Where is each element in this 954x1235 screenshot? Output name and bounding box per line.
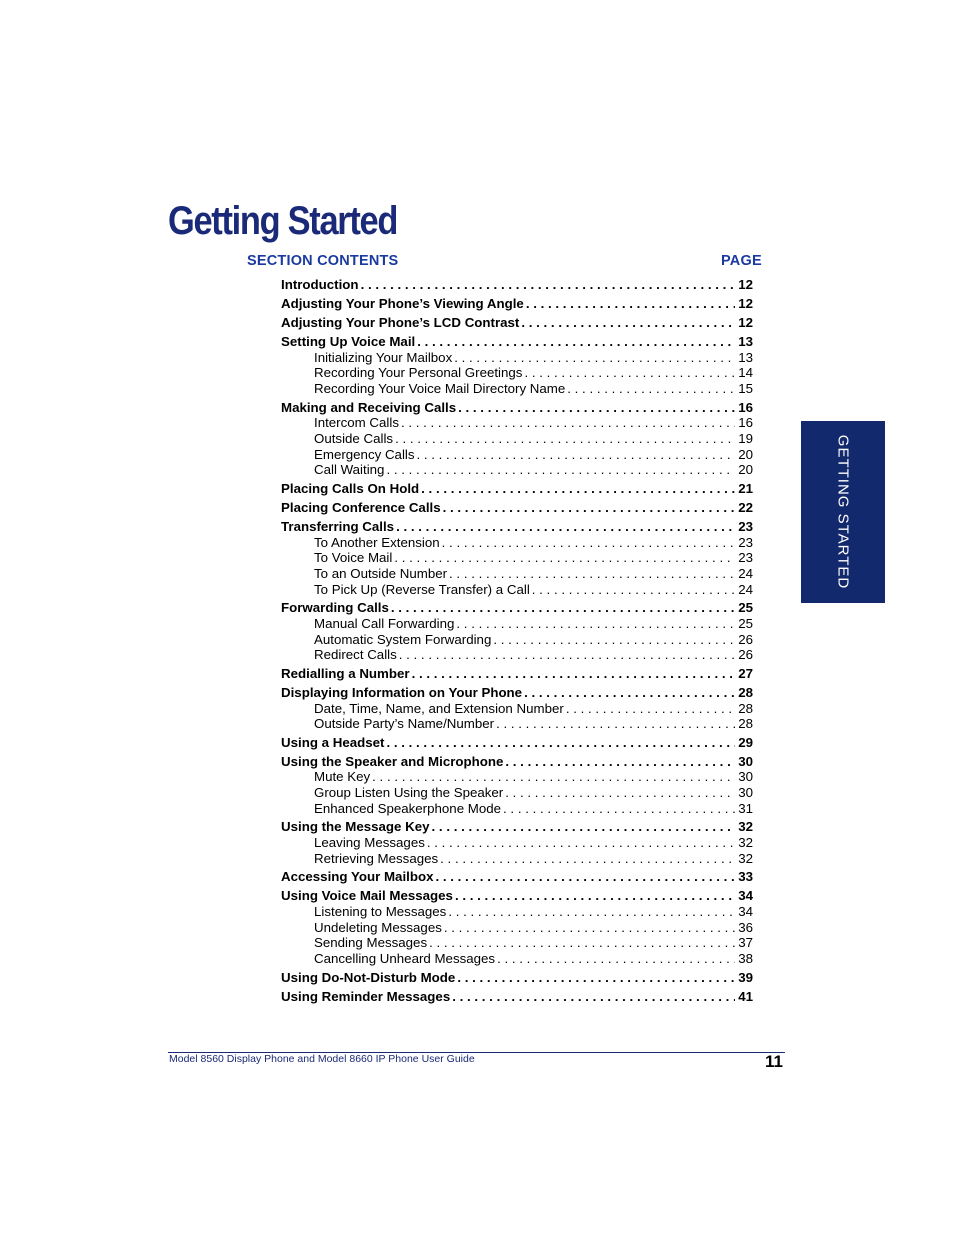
toc-entry-title: Manual Call Forwarding [314, 615, 455, 631]
toc-subentry [314, 647, 753, 663]
toc-entry-title: Mute Key [314, 769, 371, 785]
toc-entry [281, 869, 753, 885]
toc-entry-page: 25 [738, 600, 753, 616]
toc-subentry [314, 851, 753, 867]
toc-dot-leader [454, 616, 735, 632]
toc-entry-page: 24 [738, 581, 753, 597]
toc-dot-leader [522, 365, 735, 381]
toc-entry [281, 970, 753, 986]
toc-subentry [314, 566, 753, 582]
side-tab-label: GETTING STARTED [834, 434, 852, 590]
page-column-header: PAGE [721, 253, 762, 269]
toc-entry-page: 28 [738, 716, 753, 732]
toc-entry-page: 30 [738, 753, 753, 769]
toc-dot-leader [564, 701, 735, 717]
toc-dot-leader [415, 447, 736, 463]
toc-entry-title: To Voice Mail [314, 550, 393, 566]
page-title: Getting Started [168, 199, 398, 243]
toc-entry-title: Recording Your Voice Mail Directory Name [314, 381, 566, 397]
toc-entry-page: 21 [738, 480, 753, 496]
toc-entry-title: Placing Conference Calls [281, 499, 441, 515]
toc-entry-page: 37 [738, 935, 753, 951]
toc-subentry [314, 582, 753, 598]
toc-subentry [314, 835, 753, 851]
toc-entry [281, 666, 753, 682]
toc-entry-page: 23 [738, 534, 753, 550]
toc-entry-page: 14 [738, 365, 753, 381]
toc-entry-title: Date, Time, Name, and Extension Number [314, 700, 564, 716]
toc-entry-title: Transferring Calls [281, 518, 395, 534]
toc-entry [281, 500, 753, 516]
toc-dot-leader [494, 716, 735, 732]
toc-entry-page: 16 [738, 415, 753, 431]
toc-entry-title: Sending Messages [314, 935, 428, 951]
toc-entry [281, 481, 753, 497]
toc-entry-page: 15 [738, 381, 753, 397]
toc-subentry [314, 801, 753, 817]
toc-entry-title: Redialling a Number [281, 665, 410, 681]
toc-dot-leader [524, 296, 735, 312]
toc-entry-title: To an Outside Number [314, 566, 448, 581]
toc-subentry [314, 785, 753, 801]
toc-dot-leader [415, 334, 735, 350]
toc-entry-page: 12 [738, 277, 753, 292]
toc-dot-leader [359, 277, 735, 293]
toc-entry-title: Outside Party’s Name/Number [314, 716, 495, 732]
toc-entry-page: 41 [738, 988, 753, 1004]
toc-entry-page: 36 [738, 919, 753, 935]
toc-subentry [314, 447, 753, 463]
toc-entry [281, 754, 753, 770]
toc-dot-leader [446, 904, 735, 920]
toc-dot-leader [389, 600, 735, 616]
toc-entry-title: Redirect Calls [314, 647, 397, 663]
toc-dot-leader [370, 769, 735, 785]
toc-entry [281, 685, 753, 701]
toc-subentry [314, 716, 753, 732]
toc-entry-title: Displaying Information on Your Phone [281, 684, 523, 700]
toc-entry-title: Enhanced Speakerphone Mode [314, 800, 502, 816]
toc-dot-leader [530, 582, 735, 598]
toc-entry-page: 30 [738, 785, 753, 801]
toc-dot-leader [453, 888, 735, 904]
toc-entry [281, 888, 753, 904]
toc-dot-leader [501, 801, 735, 817]
toc-entry-title: Using a Headset [281, 734, 385, 750]
toc-entry-title: Call Waiting [314, 462, 385, 478]
toc-entry-page: 24 [738, 566, 753, 581]
toc-subentry [314, 769, 753, 785]
toc-entry-page: 32 [738, 835, 753, 850]
toc-subentry [314, 550, 753, 566]
toc-entry [281, 600, 753, 616]
toc-entry [281, 400, 753, 416]
toc-entry-page: 25 [738, 615, 753, 631]
toc-dot-leader [419, 481, 735, 497]
toc-entry-page: 32 [738, 850, 753, 866]
toc-entry-title: Leaving Messages [314, 835, 425, 850]
toc-subentry [314, 431, 753, 447]
toc-subentry [314, 632, 753, 648]
toc-entry-title: Using Do-Not-Disturb Mode [281, 969, 456, 985]
toc-dot-leader [392, 550, 735, 566]
page-number: 11 [765, 1052, 783, 1071]
toc-subentry [314, 365, 753, 381]
section-contents-header: SECTION CONTENTS [247, 253, 399, 269]
toc-dot-leader [410, 666, 735, 682]
toc-dot-leader [565, 381, 735, 397]
toc-subentry [314, 904, 753, 920]
toc-entry-page: 26 [738, 631, 753, 647]
toc-dot-leader [456, 400, 735, 416]
toc-entry-title: Accessing Your Mailbox [281, 869, 434, 885]
toc-entry-page: 31 [738, 800, 753, 816]
toc-entry-title: Group Listen Using the Speaker [314, 785, 504, 801]
toc-dot-leader [425, 835, 735, 851]
toc-entry-title: Introduction [281, 277, 359, 292]
toc-entry-page: 27 [738, 665, 753, 681]
toc-dot-leader [440, 535, 735, 551]
toc-subentry [314, 415, 753, 431]
toc-dot-leader [384, 462, 735, 478]
toc-subentry [314, 535, 753, 551]
toc-subentry [314, 701, 753, 717]
toc-entry-page: 13 [738, 349, 753, 365]
toc-entry-title: Using Voice Mail Messages [281, 888, 453, 904]
toc-entry-title: Cancelling Unheard Messages [314, 951, 496, 966]
toc-entry-title: To Pick Up (Reverse Transfer) a Call [314, 581, 530, 597]
toc-entry-title: Initializing Your Mailbox [314, 349, 453, 365]
toc-dot-leader [384, 735, 735, 751]
toc-dot-leader [503, 785, 735, 801]
toc-entry-title: Using Reminder Messages [281, 988, 451, 1004]
toc-entry-title: Recording Your Personal Greetings [314, 365, 523, 381]
toc-dot-leader [450, 989, 735, 1005]
toc-dot-leader [452, 350, 735, 366]
toc-entry [281, 989, 753, 1005]
toc-dot-leader [399, 415, 735, 431]
toc-entry-title: Automatic System Forwarding [314, 631, 492, 647]
toc-entry-title: Using the Message Key [281, 819, 430, 835]
toc-entry-title: Emergency Calls [314, 446, 415, 462]
toc-subentry [314, 381, 753, 397]
toc-dot-leader [394, 519, 735, 535]
toc-entry-page: 33 [738, 869, 753, 885]
toc-entry [281, 315, 753, 331]
toc-entry-title: Forwarding Calls [281, 600, 389, 616]
toc-subentry [314, 920, 753, 936]
toc-entry-page: 28 [738, 684, 753, 700]
toc-dot-leader [495, 951, 735, 967]
toc-entry [281, 296, 753, 312]
toc-entry-page: 12 [738, 296, 753, 311]
toc-entry-page: 19 [738, 431, 753, 446]
toc-dot-leader [427, 935, 735, 951]
toc-entry-page: 26 [738, 647, 753, 663]
toc-entry-title: Setting Up Voice Mail [281, 334, 416, 349]
toc-entry-title: Placing Calls On Hold [281, 480, 420, 496]
toc-subentry [314, 462, 753, 478]
toc-entry-page: 28 [738, 700, 753, 716]
toc-dot-leader [441, 500, 735, 516]
toc-entry-title: Undeleting Messages [314, 919, 442, 935]
toc-entry-title: Adjusting Your Phone’s Viewing Angle [281, 296, 524, 311]
toc-entry-page: 34 [738, 888, 753, 904]
toc-entry-page: 39 [738, 969, 753, 985]
toc-dot-leader [397, 647, 735, 663]
toc-entry-page: 23 [738, 518, 753, 534]
toc-entry-title: Outside Calls [314, 431, 394, 446]
toc-entry-page: 32 [738, 819, 753, 835]
toc-dot-leader [447, 566, 735, 582]
toc-entry-page: 20 [738, 446, 753, 462]
toc-entry-page: 29 [738, 734, 753, 750]
toc-dot-leader [519, 315, 735, 331]
toc-entry-page: 34 [738, 903, 753, 919]
toc-dot-leader [503, 754, 735, 770]
toc-entry-page: 13 [738, 334, 753, 349]
toc-entry-page: 22 [738, 499, 753, 515]
toc-entry-title: Using the Speaker and Microphone [281, 753, 504, 769]
toc-subentry [314, 616, 753, 632]
toc-entry-title: Making and Receiving Calls [281, 399, 457, 415]
toc-entry-page: 30 [738, 769, 753, 785]
toc-entry-page: 16 [738, 399, 753, 415]
toc-entry-title: Intercom Calls [314, 415, 399, 431]
toc-dot-leader [393, 431, 735, 447]
toc-dot-leader [442, 920, 735, 936]
toc-dot-leader [491, 632, 735, 648]
toc-entry-title: Adjusting Your Phone’s LCD Contrast [281, 315, 520, 330]
toc-subentry [314, 935, 753, 951]
toc-entry [281, 819, 753, 835]
toc-entry-page: 38 [738, 951, 753, 966]
toc-dot-leader [433, 869, 735, 885]
toc-entry [281, 277, 753, 293]
toc-dot-leader [430, 819, 735, 835]
toc-entry [281, 735, 753, 751]
toc-entry [281, 519, 753, 535]
toc-subentry [314, 350, 753, 366]
toc-dot-leader [455, 970, 735, 986]
toc-entry-title: To Another Extension [314, 534, 440, 550]
section-side-tab [801, 421, 885, 603]
toc-entry-title: Listening to Messages [314, 903, 447, 919]
toc-entry-page: 23 [738, 550, 753, 566]
toc-entry-page: 12 [738, 315, 753, 330]
toc-dot-leader [522, 685, 735, 701]
toc-entry [281, 334, 753, 350]
toc-entry-page: 20 [738, 462, 753, 478]
toc-dot-leader [438, 851, 735, 867]
toc-entry-title: Retrieving Messages [314, 850, 439, 866]
footer-text: Model 8560 Display Phone and Model 8660 IP Phone User Guide [169, 1053, 475, 1065]
toc-subentry [314, 951, 753, 967]
